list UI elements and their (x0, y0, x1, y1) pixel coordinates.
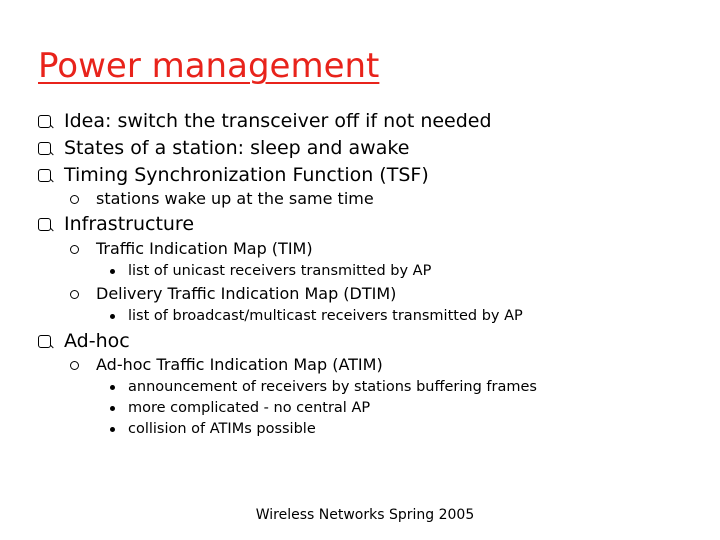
bullet-tsf: Timing Synchronization Function (TSF) (64, 164, 429, 186)
subsubbullet-broadcast: list of broadcast/multicast receivers transmitted by AP (128, 308, 523, 324)
subsubbullet-unicast: list of unicast receivers transmitted by AP (128, 263, 432, 279)
dot-bullet-icon (110, 385, 115, 390)
subsubbullet-announcement: announcement of receivers by stations buffering frames (128, 379, 537, 395)
circle-bullet-icon (70, 245, 79, 254)
subbullet-wake: stations wake up at the same time (96, 189, 374, 208)
subbullet-atim: Ad-hoc Traffic Indication Map (ATIM) (96, 355, 383, 374)
checkbox-bullet-icon (38, 169, 51, 182)
slide-footer: Wireless Networks Spring 2005 (255, 507, 475, 523)
slide-title: Power management (38, 46, 380, 86)
circle-bullet-icon (70, 195, 79, 204)
bullet-idea: Idea: switch the transceiver off if not needed (64, 110, 492, 132)
dot-bullet-icon (110, 406, 115, 411)
subsubbullet-complicated: more complicated - no central AP (128, 400, 371, 416)
subbullet-tim: Traffic Indication Map (TIM) (96, 239, 313, 258)
checkbox-bullet-icon (38, 335, 51, 348)
circle-bullet-icon (70, 361, 79, 370)
checkbox-bullet-icon (38, 218, 51, 231)
checkbox-bullet-icon (38, 115, 51, 128)
subsubbullet-collision: collision of ATIMs possible (128, 421, 316, 437)
checkbox-bullet-icon (38, 142, 51, 155)
dot-bullet-icon (110, 269, 115, 274)
bullet-adhoc: Ad-hoc (64, 330, 130, 352)
bullet-infrastructure: Infrastructure (64, 213, 195, 235)
dot-bullet-icon (110, 427, 115, 432)
dot-bullet-icon (110, 314, 115, 319)
circle-bullet-icon (70, 290, 79, 299)
subbullet-dtim: Delivery Traffic Indication Map (DTIM) (96, 284, 397, 303)
bullet-states: States of a station: sleep and awake (64, 137, 410, 159)
